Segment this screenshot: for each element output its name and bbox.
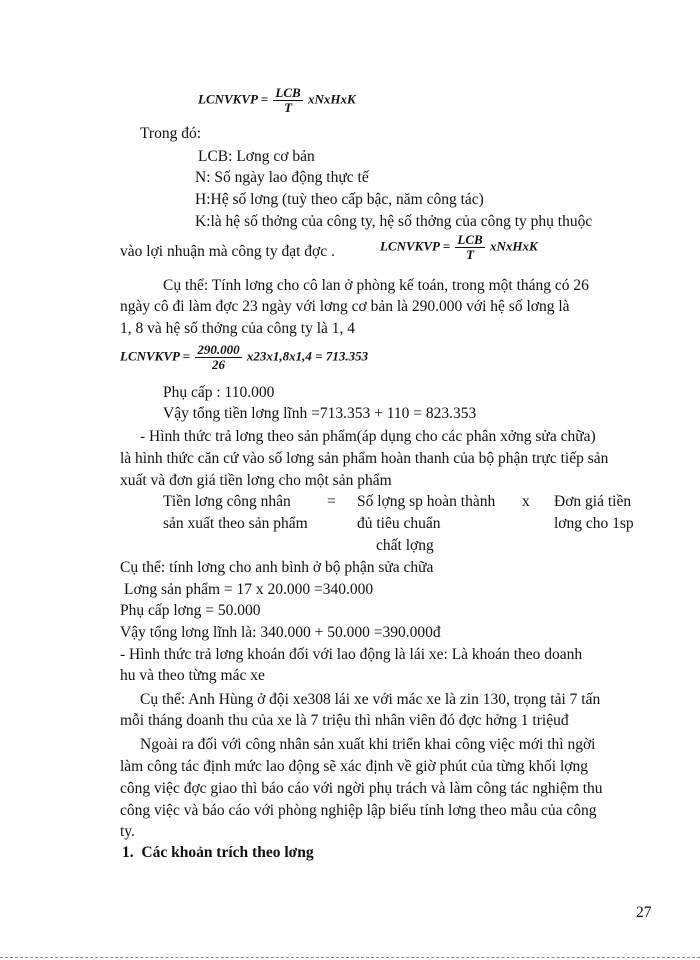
method2-line-b: hu và theo từng mác xe <box>120 667 265 684</box>
method1-line-b: là hình thức căn cứ vào số lơng sản phẩm hoàn thanh của bộ phận trực tiếp sản <box>120 450 609 467</box>
definition-h: H:Hệ số lơng (tuỳ theo cấp bậc, năm công tác) <box>195 191 484 208</box>
formula-rest: xNxHxK <box>489 238 538 254</box>
allowance-1: Phụ cấp : 110.000 <box>163 384 275 401</box>
paragraph-line-c: công việc đợc giao thì báo cáo với ngời phụ trách và làm công tác nghiệm thu <box>120 780 603 797</box>
wage-formula-col2-a: Số lợng sp hoàn thành <box>357 493 496 510</box>
definition-lcb: LCB: Lơng cơ bản <box>198 148 315 165</box>
trong-do-label: Trong đó: <box>140 125 202 142</box>
wage-formula-times: x <box>522 493 530 510</box>
wage-formula-col1-b: sản xuất theo sản phẩm <box>163 515 308 532</box>
paragraph-line-e: ty. <box>120 823 135 840</box>
wage-formula-col2-c: chất lợng <box>376 537 434 554</box>
fraction-denominator: T <box>466 247 475 262</box>
page-bottom-border <box>0 957 700 958</box>
allowance-2: Phụ cấp lơng = 50.000 <box>120 602 261 619</box>
paragraph-line-a: Ngoài ra đối với công nhân sản xuất khi triển khai công việc mới thì ngời <box>140 736 596 753</box>
section-number: 1. <box>122 844 134 861</box>
definition-k: K:là hệ số thởng của công ty, hệ số thởng của công ty phụ thuộc <box>195 213 593 230</box>
formula-rest: x23x1,8x1,4 = 713.353 <box>246 348 369 364</box>
formula-fraction <box>273 86 302 115</box>
product-wage: Lơng sản phẩm = 17 x 20.000 =340.000 <box>124 581 374 598</box>
method1-line-c: xuất và đơn giá tiền lơng cho một sản phẩm <box>120 472 392 489</box>
section-title: Các khoản trích theo lơng <box>141 844 314 861</box>
total-1: Vậy tổng tiền lơng lĩnh =713.353 + 110 = 823.353 <box>163 405 477 422</box>
method2-line-a: - Hình thức trả lơng khoán đối với lao động là lái xe: Là khoán theo doanh <box>120 646 583 663</box>
example3-line-a: Cụ thể: Anh Hùng ở đội xe308 lái xe với mác xe là zin 130, trọng tải 7 tấn <box>140 691 601 708</box>
method1-line-a: - Hình thức trả lơng theo sản phẩm(áp dụng cho các phân xởng sửa chữa) <box>140 428 596 445</box>
wage-formula-equals: = <box>327 493 336 510</box>
formula-fraction <box>195 343 241 372</box>
wage-formula-col1-a: Tiền lơng công nhân <box>163 493 291 510</box>
paragraph-line-b: làm công tác định mức lao động sẽ xác định về giờ phút của từng khối lợng <box>120 758 588 775</box>
example2-line: Cụ thể: tính lơng cho anh bình ở bộ phận sửa chữa <box>120 559 434 576</box>
formula-lhs: LCNVKVP <box>198 91 258 107</box>
formula-2: LCNVKVP = $\frac{\text{LCB}}{T}$ xNxHxK <box>380 232 538 262</box>
example1-line-b: ngày cô đi làm đợc 23 ngày với lơng cơ bản là 290.000 với hệ số lơng là <box>120 298 570 315</box>
fraction-numerator: LCB <box>457 232 483 247</box>
section-heading <box>122 843 314 863</box>
total-2: Vậy tổng lơng lĩnh là: 340.000 + 50.000 =390.000đ <box>120 624 441 641</box>
formula-3: LCNVKVP = $\frac{290.000}{26}$ x23x1,8x1,4 = 713.353 <box>120 342 369 372</box>
formula-lhs: LCNVKVP <box>120 348 180 364</box>
profit-line: vào lợi nhuận mà công ty đạt đợc . <box>120 243 335 260</box>
formula-rest: xNxHxK <box>307 91 356 107</box>
fraction-numerator: LCB <box>275 85 301 100</box>
fraction-denominator: 26 <box>212 357 226 372</box>
fraction-numerator: 290.000 <box>197 342 240 357</box>
formula-fraction <box>455 233 484 262</box>
paragraph-line-d: công việc và báo cáo với phòng nghiệp lập biểu tính lơng theo mẫu của công <box>120 802 597 819</box>
example1-line-c: 1, 8 và hệ số thởng của công ty là 1, 4 <box>120 320 356 337</box>
definition-n: N: Số ngày lao động thực tế <box>195 169 369 186</box>
fraction-denominator: T <box>284 100 293 115</box>
wage-formula-col2-b: đủ tiêu chuẩn <box>357 515 441 532</box>
wage-formula-col3-a: Đơn giá tiền <box>554 493 632 510</box>
formula-lhs: LCNVKVP <box>380 238 440 254</box>
formula-1: LCNVKVP = $\frac{\text{LCB}}{T}$ xNxHxK <box>198 85 356 115</box>
wage-formula-col3-b: lơng cho 1sp <box>554 515 634 532</box>
example3-line-b: mỗi tháng doanh thu của xe là 7 triệu thì nhân viên đó đợc hởng 1 triệuđ <box>120 712 569 729</box>
page-number: 27 <box>636 904 652 921</box>
example1-line-a: Cụ thể: Tính lơng cho cô lan ở phòng kế toán, trong một tháng có 26 <box>163 277 589 294</box>
